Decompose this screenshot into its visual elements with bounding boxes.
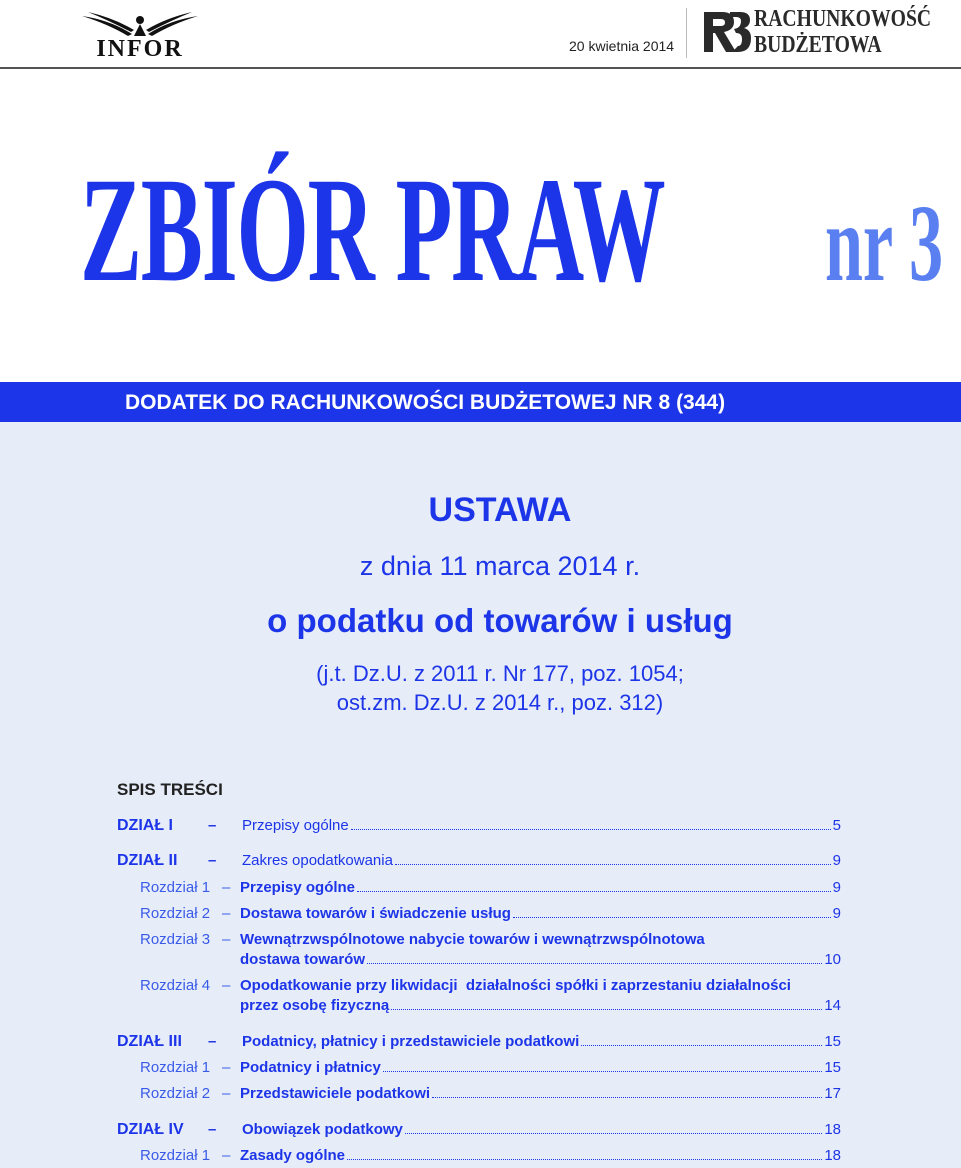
toc-entry-continuation[interactable] — [0, 951, 961, 971]
toc-dash: – — [222, 879, 231, 896]
toc-title: SPIS TREŚCI — [117, 780, 223, 799]
act-reference-line1: (j.t. Dz.U. z 2011 r. Nr 177, poz. 1054; — [316, 661, 684, 686]
toc-leader-dots — [395, 852, 831, 865]
header-rule — [0, 67, 961, 69]
toc-leader-dots — [351, 817, 831, 830]
toc-entry[interactable] — [0, 1121, 961, 1141]
toc-entry[interactable] — [0, 1147, 961, 1167]
toc-entry[interactable] — [0, 1033, 961, 1053]
toc-dash: – — [222, 931, 231, 948]
act-type: USTAWA — [428, 491, 572, 529]
toc-entry-label: Rozdział 3 — [140, 931, 211, 948]
toc-entry-text: dostawa towarów — [240, 951, 366, 968]
toc-entry-text: Zasady ogólne — [240, 1147, 346, 1164]
toc-entry-text: Przedstawiciele podatkowi — [240, 1085, 431, 1102]
toc-dash: – — [222, 1059, 231, 1076]
toc-entry[interactable] — [0, 977, 961, 997]
toc-entry-text: Przepisy ogólne — [240, 879, 356, 896]
toc-entry[interactable] — [0, 852, 961, 872]
toc-dash: – — [222, 1147, 231, 1164]
toc-entry-text: Podatnicy, płatnicy i przedstawiciele podatkowi — [242, 1033, 580, 1050]
toc-dash: – — [208, 852, 217, 869]
toc-entry-page: 14 — [824, 997, 841, 1014]
journal-title-line1: RACHUNKOWOŚĆ — [754, 6, 932, 32]
toc-dash: – — [208, 1121, 217, 1138]
toc-entry[interactable] — [0, 931, 961, 951]
act-reference-line2: ost.zm. Dz.U. z 2014 r., poz. 312) — [336, 690, 664, 715]
toc-entry-text: przez osobę fizyczną — [240, 997, 390, 1014]
toc-entry[interactable] — [0, 1059, 961, 1079]
collection-title — [80, 147, 944, 313]
journal-title-line2: BUDŻETOWA — [754, 32, 882, 58]
toc-dash: – — [222, 1085, 231, 1102]
toc-entry-label: DZIAŁ III — [117, 1033, 182, 1050]
toc-dash: – — [208, 817, 217, 834]
toc-entry-text: Podatnicy i płatnicy — [240, 1059, 381, 1076]
toc-entry-page: 10 — [824, 951, 841, 968]
toc-leader-dots — [383, 1059, 822, 1072]
toc-entry-page: 9 — [832, 852, 841, 869]
toc-entry-text-line1: Wewnątrzwspólnotowe nabycie towarów i wewnątrzwspólnotowa — [240, 931, 705, 948]
act-subject: o podatku od towarów i usług — [267, 602, 733, 639]
toc-leader-dots — [432, 1085, 822, 1098]
toc-entry[interactable] — [0, 879, 961, 899]
toc-entry-label: DZIAŁ I — [117, 817, 173, 834]
infor-logo-text: INFOR — [96, 36, 184, 62]
supplement-band-text: DODATEK DO RACHUNKOWOŚCI BUDŻETOWEJ NR 8 (344) — [125, 391, 726, 414]
toc-entry-page: 5 — [832, 817, 841, 834]
toc-leader-dots — [347, 1147, 822, 1160]
title-main: ZBIÓR PRAW — [80, 147, 665, 313]
issue-date: 20 kwietnia 2014 — [569, 38, 675, 54]
infor-logo — [80, 12, 200, 60]
toc-dash: – — [208, 1033, 217, 1050]
toc-entry-page: 15 — [824, 1059, 841, 1076]
toc-entry-label: Rozdział 1 — [140, 1147, 211, 1164]
toc-entry-label: Rozdział 2 — [140, 905, 211, 922]
toc-entry-label: Rozdział 2 — [140, 1085, 211, 1102]
toc-leader-dots — [391, 997, 822, 1010]
toc-entry-page: 15 — [824, 1033, 841, 1050]
toc-entry-label: DZIAŁ IV — [117, 1121, 184, 1138]
toc-entry[interactable] — [0, 1085, 961, 1105]
toc-leader-dots — [405, 1121, 822, 1134]
toc-entry-text-line1: Opodatkowanie przy likwidacji działalności spółki i zaprzestaniu działalności — [240, 977, 791, 994]
rachunkowosc-budzetowa-logo — [700, 4, 932, 60]
header-divider — [686, 8, 687, 58]
title-number: nr 3 — [825, 182, 944, 304]
rb-logo-icon — [700, 6, 752, 58]
toc-entry-text: Przepisy ogólne — [242, 817, 349, 834]
toc-dash: – — [222, 905, 231, 922]
supplement-band — [0, 382, 961, 422]
toc-entry-continuation[interactable] — [0, 997, 961, 1017]
toc-leader-dots — [367, 951, 822, 964]
toc-entry-page: 17 — [824, 1085, 841, 1102]
act-date: z dnia 11 marca 2014 r. — [359, 551, 641, 581]
toc-dash: – — [222, 977, 231, 994]
infor-wings-icon — [80, 12, 200, 38]
toc-entry-label: Rozdział 1 — [140, 1059, 211, 1076]
toc-entry-text: Obowiązek podatkowy — [242, 1121, 403, 1138]
toc-entry[interactable] — [0, 817, 961, 837]
toc-entry-label: DZIAŁ II — [117, 852, 178, 869]
toc-entry-page: 18 — [824, 1121, 841, 1138]
toc-entry[interactable] — [0, 905, 961, 925]
toc-entry-label: Rozdział 4 — [140, 977, 211, 994]
toc-leader-dots — [581, 1033, 822, 1046]
toc-entry-text: Zakres opodatkowania — [242, 852, 393, 869]
toc-entry-page: 9 — [832, 879, 841, 896]
toc-entry-label: Rozdział 1 — [140, 879, 211, 896]
toc-leader-dots — [357, 879, 831, 892]
toc-entry-text: Dostawa towarów i świadczenie usług — [240, 905, 511, 922]
toc-entry-page: 18 — [824, 1147, 841, 1164]
toc-entry-page: 9 — [832, 905, 841, 922]
page-header — [0, 0, 961, 68]
toc-leader-dots — [513, 905, 831, 918]
